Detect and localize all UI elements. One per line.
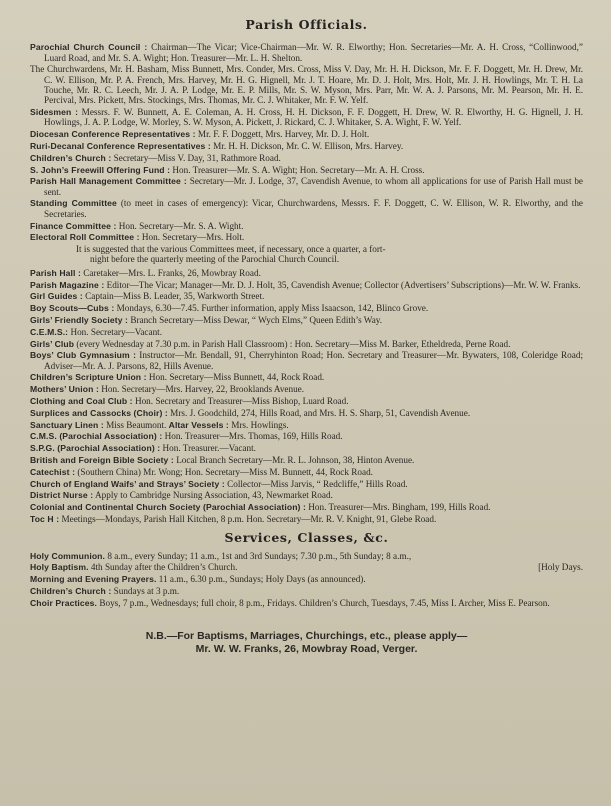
entry-label-secondary: Altar Vessels : xyxy=(168,419,229,430)
entry-text: The Churchwardens, Mr. H. Basham, Miss Bunnett, Mrs. Conder, Mrs. Cross, Miss V. Day, Mr. H. H. Dickson, Mr. F. F. Doggett, Mr. H. Drew, Mr. C. W. Ellison, Mr. P. A. French, Mrs. Harvey, Mr. H. G. Hignell, Mr. J. T. Hoare, Mr. D. J. Holt, Mrs. Holt, Mr. J. H. Howlings, Mr. T. H. La Touche, Mr. R. C. Leech, Mr. J. A. P. Lodge, Mr. E. P. Mills, Mr. S. W. Myson, Mrs. Parr, Mr. W. A. J. Parsons, Mr. M. Pearson, Mr. H. E. Percival, Mrs. Pickett, Mrs. Stockings, Mrs. Thomas, Mr. C. J. Whitaker, Mr. F. W. Yelf. xyxy=(30,64,583,106)
entry-text: Local Branch Secretary—Mr. R. L. Johnson, 38, Hinton Avenue. xyxy=(176,454,415,465)
entry-label: S. John’s Freewill Offering Fund : xyxy=(30,164,171,175)
entry-label: Holy Communion. xyxy=(30,550,106,561)
entry-text: Hon. Secretary—Vacant. xyxy=(70,326,163,337)
entry-electoral-roll-committee xyxy=(30,232,583,242)
nb-line-2: Mr. W. W. Franks, 26, Mowbray Road, Verger. xyxy=(195,643,418,656)
entry-label: C.M.S. (Parochial Association) : xyxy=(30,431,163,442)
entry-left xyxy=(30,562,237,572)
entry-ruri-decanal-conference-representatives xyxy=(30,141,583,151)
entry-label: Holy Baptism. xyxy=(30,562,89,573)
entry-holy-communion xyxy=(30,551,583,561)
entry-text: Hon. Secretary—Mrs. Harvey, 22, Brooklands Avenue. xyxy=(101,384,305,395)
entry-text-secondary: Mrs. Howlings. xyxy=(231,419,289,430)
entry-text: Secretary—Miss V. Day, 31, Rathmore Road. xyxy=(113,152,281,163)
entry-label: Mothers’ Union : xyxy=(30,384,99,395)
committee-note-line-1: It is suggested that the various Committees meet, if necessary, once a quarter, a fort- xyxy=(76,244,386,255)
entry-label: Finance Committee : xyxy=(30,220,117,231)
entry-text: Mondays, 6.30—7.45. Further information, apply Miss Isaacson, 142, Blinco Grove. xyxy=(116,303,429,314)
entry-british-and-foreign-bible-society xyxy=(30,455,583,465)
committee-note xyxy=(30,244,583,265)
entry-text: 11 a.m., 6.30 p.m., Sundays; Holy Days (as announced). xyxy=(158,574,366,585)
entry-text: Hon. Treasurer—Mrs. Thomas, 169, Hills Road. xyxy=(164,431,343,442)
entry-label: Parish Hall : xyxy=(30,267,81,278)
entry-boys-club-gymnasium xyxy=(30,350,583,371)
entry-text: Hon. Treasurer.—Vacant. xyxy=(162,443,256,454)
entry-list-1 xyxy=(30,64,583,105)
entry-text: (to meet in cases of emergency): Vicar, Churchwardens, Messrs. F. F. Doggett, C. W. Ellison, W. R. Elworthy, and the Secretaries. xyxy=(44,198,583,219)
entry-text: Captain—Miss B. Leader, 35, Warkworth Street. xyxy=(85,291,265,302)
entry-text: Instructor—Mr. Bendall, 91, Cherryhinton Road; Hon. Secretary and Treasurer—Mr. Bywaters, 108, Coleridge Road; Adviser—Mr. A. J. Parsons, 82, Hills Avenue. xyxy=(44,350,583,371)
entry-label: British and Foreign Bible Society : xyxy=(30,454,174,465)
entry-text: Chairman—The Vicar; Vice-Chairman—Mr. W. R. Elworthy; Hon. Secretaries—Mr. A. H. Cross, “Collinwood,” Luard Road, and Mr. S. A. Wight; Hon. Treasurer—Mr. L. H. Shelton. xyxy=(44,42,583,63)
entry-district-nurse xyxy=(30,490,583,500)
entry-surplices-and-cassocks-choir xyxy=(30,408,583,418)
entry-s-john-s-freewill-offering-fund xyxy=(30,165,583,175)
entry-label: Toc H : xyxy=(30,513,60,524)
entry-label: Sidesmen : xyxy=(30,107,79,118)
entry-children-s-church xyxy=(30,153,583,163)
entry-text: Hon. Secretary—Mrs. Holt. xyxy=(141,232,245,243)
entry-text: Hon. Treasurer—Mrs. Bingham, 199, Hills Road. xyxy=(308,502,491,513)
entry-label: Girls’ Club xyxy=(30,338,75,349)
entry-text: Caretaker—Mrs. L. Franks, 26, Mowbray Road. xyxy=(83,267,261,278)
entry-parish-magazine xyxy=(30,280,583,290)
entry-label: Girl Guides : xyxy=(30,291,83,302)
entry-label: Diocesan Conference Representatives : xyxy=(30,129,196,140)
entry-label: Girls’ Friendly Society : xyxy=(30,314,129,325)
entry-text: (every Wednesday at 7.30 p.m. in Parish Hall Classroom) : Hon. Secretary—Miss M. Barker, Etheldreda, Perne Road. xyxy=(76,338,511,349)
parish-officials-heading: Parish Officials. xyxy=(245,17,368,32)
entry-s-p-g-parochial-association xyxy=(30,443,583,453)
services-list xyxy=(30,551,583,608)
entry-morning-and-evening-prayers xyxy=(30,574,583,584)
entry-text: Mrs. J. Goodchild, 274, Hills Road, and Mrs. H. S. Sharp, 51, Cavendish Avenue. xyxy=(170,407,471,418)
entry-label: Catechist : xyxy=(30,466,76,477)
entry-text: Meetings—Mondays, Parish Hall Kitchen, 8 p.m. Hon. Secretary—Mr. R. V. Knight, 91, Glebe Road. xyxy=(61,513,437,524)
entry-catechist xyxy=(30,467,583,477)
entry-text: Miss Beaumont. xyxy=(106,419,167,430)
entry-text: Hon. Secretary and Treasurer—Miss Bishop, Luard Road. xyxy=(134,396,349,406)
entry-church-of-england-waifs-and-strays-socie xyxy=(30,479,583,489)
entry-label: Choir Practices. xyxy=(30,597,98,608)
entry-girls-club xyxy=(30,339,583,349)
entry-label: Parish Hall Management Committee : xyxy=(30,176,187,187)
entry-label: Parochial Church Council : xyxy=(30,42,148,53)
entry-label: Children’s Church : xyxy=(30,585,112,596)
entry-right-text: [Holy Days. xyxy=(538,562,583,573)
entry-text: Boys, 7 p.m., Wednesdays; full choir, 8 p.m., Fridays. Children’s Church, Tuesdays, 7.45, Miss I. Archer, Miss E. Pearson. xyxy=(99,597,550,608)
entry-label: Ruri-Decanal Conference Representatives : xyxy=(30,140,211,151)
entry-holy-baptism xyxy=(30,562,583,572)
entry-label: Children’s Church : xyxy=(30,152,112,163)
entry-standing-committee xyxy=(30,198,583,219)
entry-parochial-church-council xyxy=(30,42,583,63)
entry-parish-hall-management-committee xyxy=(30,176,583,197)
entry-text: 8 a.m., every Sunday; 11 a.m., 1st and 3rd Sundays; 7.30 p.m., 5th Sunday; 8 a.m., xyxy=(107,550,412,561)
entry-toc-h xyxy=(30,514,583,524)
entry-label: Standing Committee xyxy=(30,198,117,209)
entry-label: Church of England Waifs’ and Strays’ Society : xyxy=(30,478,225,489)
entry-c-e-m-s xyxy=(30,327,583,337)
entry-label: C.E.M.S.: xyxy=(30,326,69,337)
entry-c-m-s-parochial-association xyxy=(30,431,583,441)
entry-clothing-and-coal-club xyxy=(30,396,583,406)
entry-text: Hon. Secretary—Miss Bunnett, 44, Rock Road. xyxy=(148,372,325,383)
entry-label: Morning and Evening Prayers. xyxy=(30,574,157,585)
entry-mothers-union xyxy=(30,384,583,394)
entry-text: Messrs. F. W. Bunnett, A. E. Coleman, A. H. Cross, H. H. Dickson, F. F. Doggett, H. Drew, W. R. Elworthy, H. G. Hignell, J. H. Howlings, J. A. P. Lodge, W. Morley, S. W. Myson, A. Pickett, J. Rickard, C. J. Whitaker, S. A. Wight, F. W. Yelf. xyxy=(44,107,584,128)
nb-line-1: N.B.—For Baptisms, Marriages, Churchings, etc., please apply— xyxy=(145,630,468,643)
entry-label: Clothing and Coal Club : xyxy=(30,396,133,406)
entry-children-s-church xyxy=(30,586,583,596)
entry-sidesmen xyxy=(30,107,583,128)
entry-text: Hon. Secretary—Mr. S. A. Wight. xyxy=(118,220,244,231)
entry-label: Boy Scouts—Cubs : xyxy=(30,303,115,314)
entry-diocesan-conference-representatives xyxy=(30,129,583,139)
committee-note-line-2: night before the quarterly meeting of the Parochial Church Council. xyxy=(90,254,340,265)
entry-text: Apply to Cambridge Nursing Association, 43, Newmarket Road. xyxy=(95,490,333,501)
entry-label: Boys’ Club Gymnasium : xyxy=(30,350,137,361)
entry-label: Electoral Roll Committee : xyxy=(30,232,140,243)
entry-text: Editor—The Vicar; Manager—Mr. D. J. Holt, 35, Cavendish Avenue; Collector (Advertisers’ Subscriptions)—Mr. W. W. Franks. xyxy=(106,279,581,290)
entry-sanctuary-linen xyxy=(30,420,583,430)
entry-girls-friendly-society xyxy=(30,315,583,325)
entry-parish-hall xyxy=(30,268,583,278)
officials-list-a xyxy=(30,42,583,242)
entry-choir-practices xyxy=(30,598,583,608)
entry-colonial-and-continental-church-society- xyxy=(30,502,583,512)
entry-children-s-scripture-union xyxy=(30,372,583,382)
officials-list-b xyxy=(30,268,583,525)
entry-text: Branch Secretary—Miss Dewar, “ Wych Elms,” Queen Edith’s Way. xyxy=(130,314,383,325)
entry-label: District Nurse : xyxy=(30,490,94,501)
entry-label: Parish Magazine : xyxy=(30,279,105,290)
entry-label: Surplices and Cassocks (Choir) : xyxy=(30,407,168,418)
entry-text: Sundays at 3 p.m. xyxy=(113,585,180,596)
entry-label: Colonial and Continental Church Society (Parochial Association) : xyxy=(30,502,306,513)
services-heading: Services, Classes, &c. xyxy=(224,530,389,546)
entry-text: (Southern China) Mr. Wong; Hon. Secretary—Miss M. Bunnett, 44, Rock Road. xyxy=(77,466,373,477)
entry-text: Mr. H. H. Dickson, Mr. C. W. Ellison, Mrs. Harvey. xyxy=(213,140,404,151)
entry-boy-scouts-cubs xyxy=(30,303,583,313)
nb-notice xyxy=(30,630,583,656)
entry-label: Children’s Scripture Union : xyxy=(30,372,147,383)
entry-finance-committee xyxy=(30,221,583,231)
entry-text: 4th Sunday after the Children’s Church. xyxy=(90,562,238,573)
entry-girl-guides xyxy=(30,291,583,301)
entry-label: Sanctuary Linen : xyxy=(30,419,104,430)
entry-text: Collector—Miss Jarvis, “ Redcliffe,” Hills Road. xyxy=(227,478,408,489)
entry-text: Mr. F. F. Doggett, Mrs. Harvey, Mr. D. J. Holt. xyxy=(197,129,370,140)
entry-text: Hon. Treasurer—Mr. S. A. Wight; Hon. Secretary—Mr. A. H. Cross. xyxy=(172,164,425,175)
entry-text: Secretary—Mr. J. Lodge, 37, Cavendish Avenue, to whom all applications for use of Parish Hall must be sent. xyxy=(44,176,583,197)
entry-label: S.P.G. (Parochial Association) : xyxy=(30,443,161,454)
